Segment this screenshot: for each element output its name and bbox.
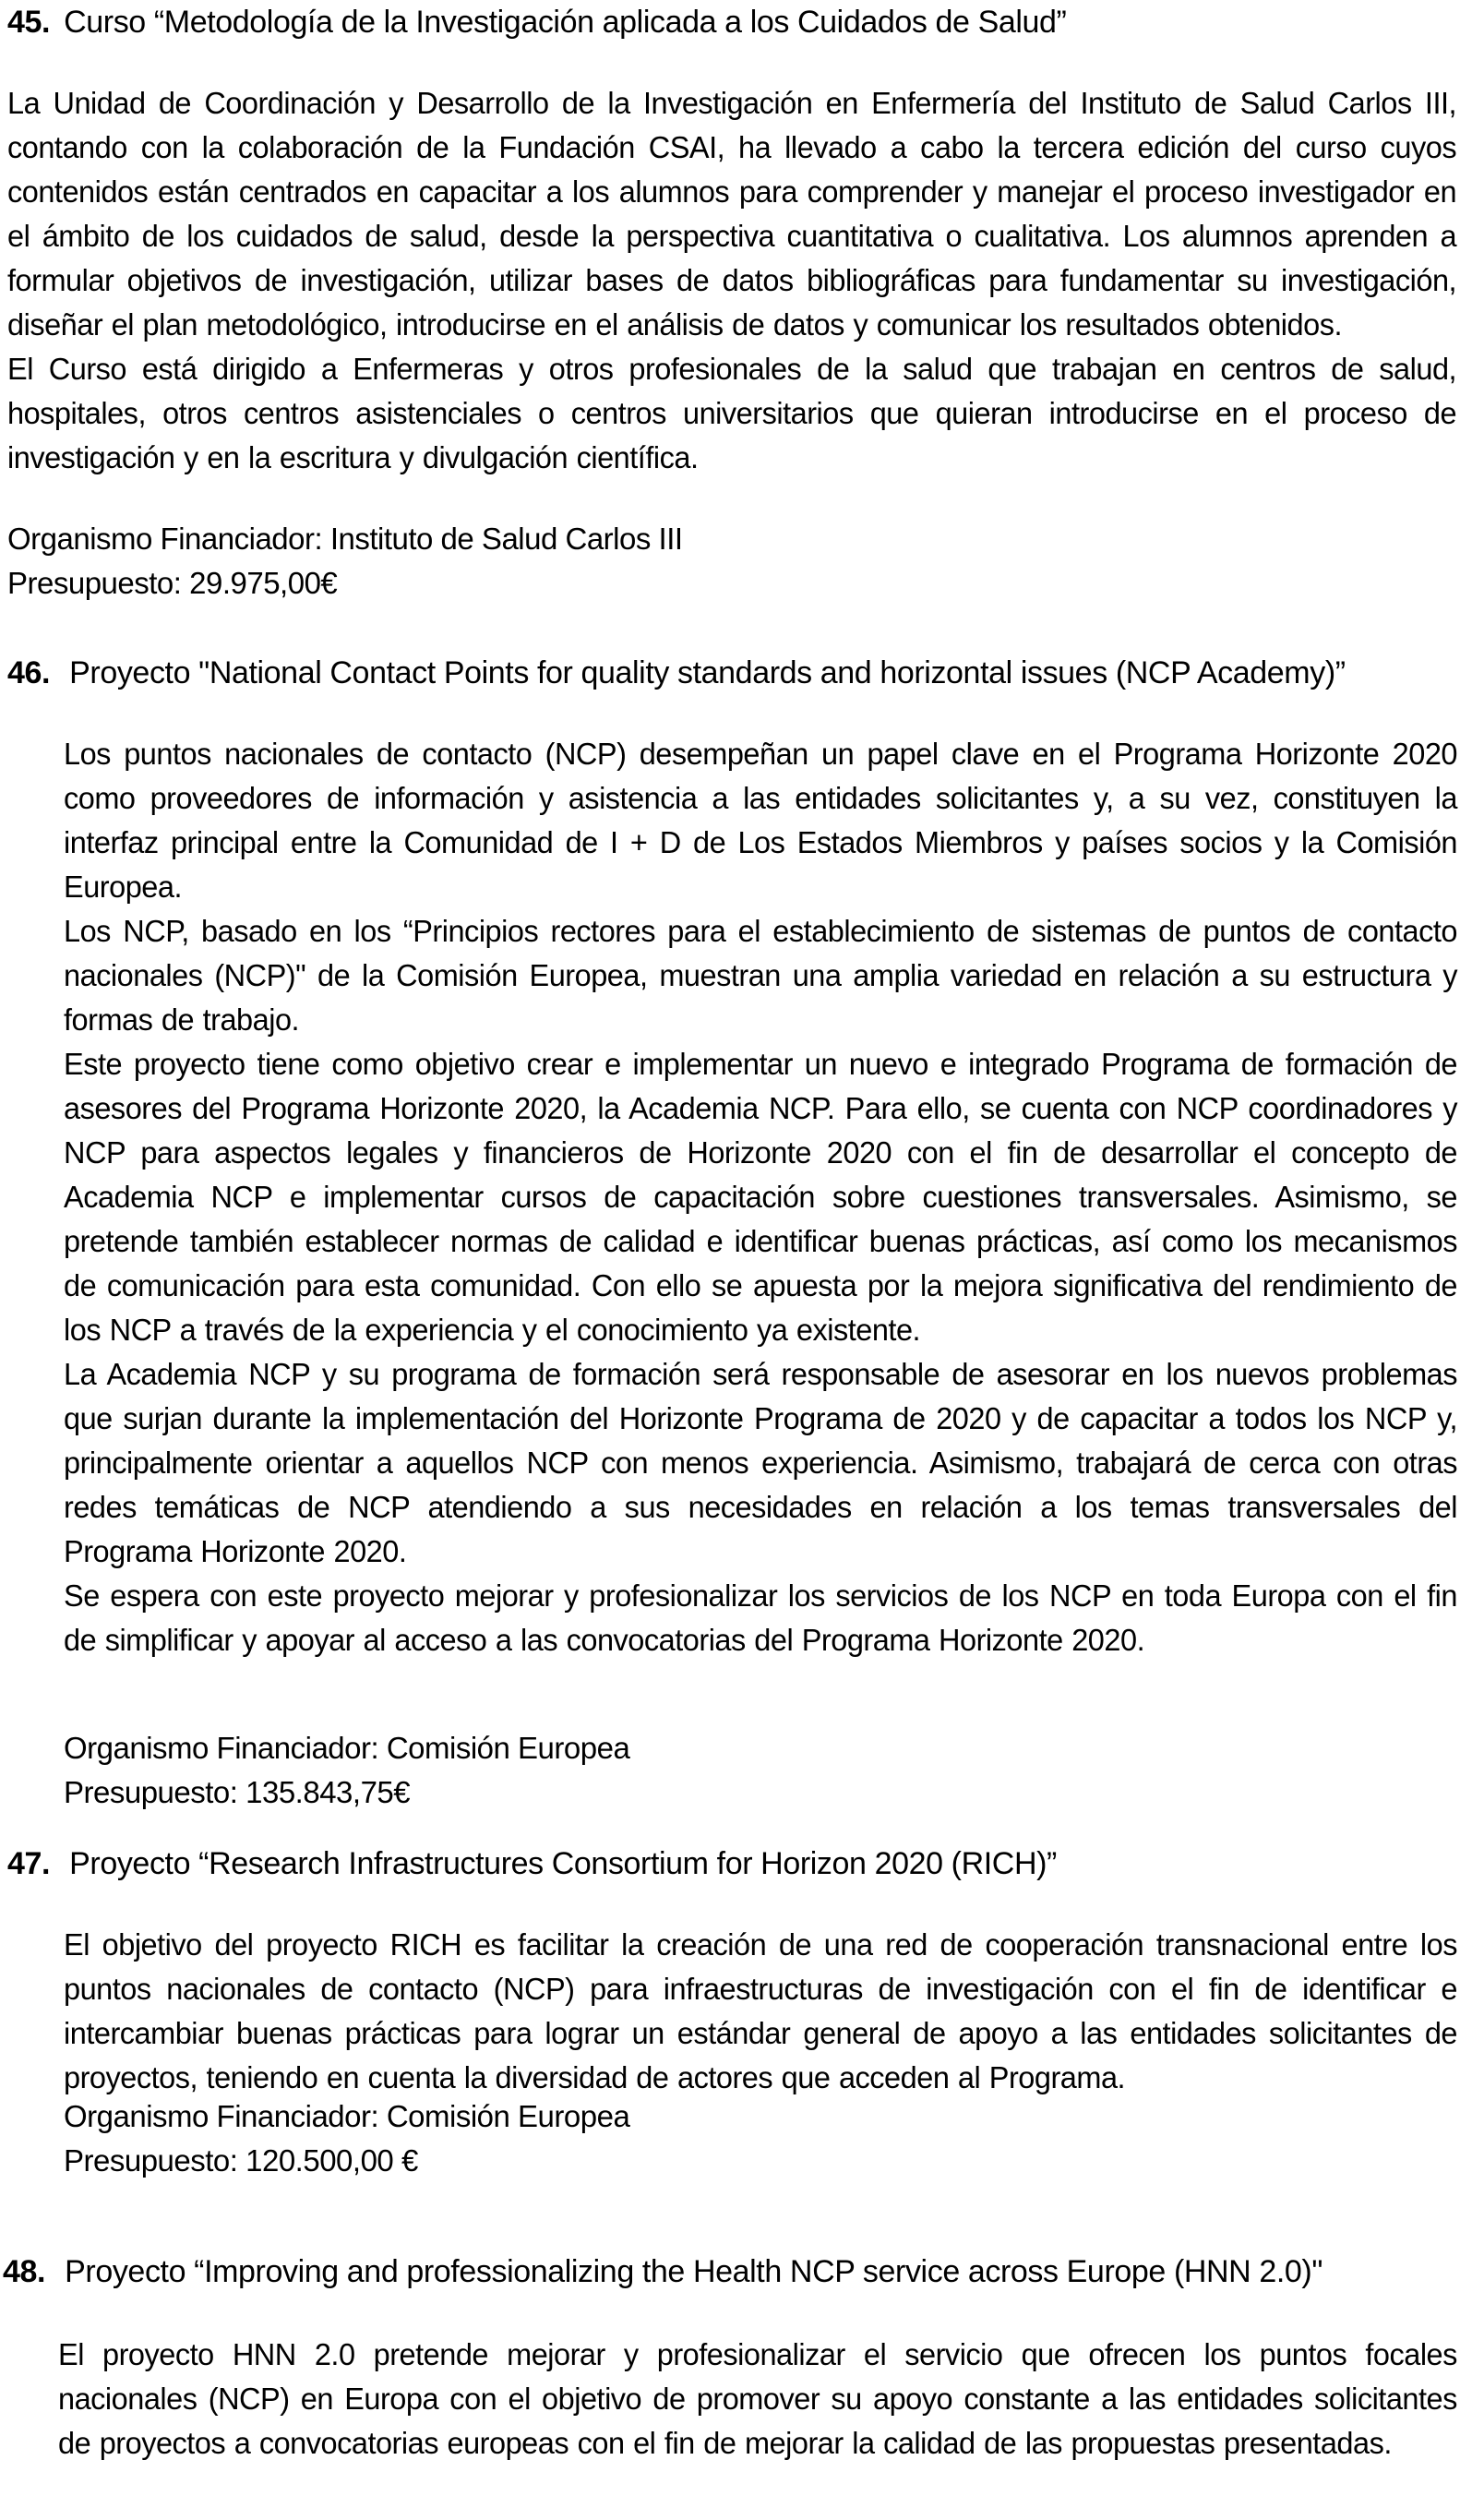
- paragraph: El proyecto HNN 2.0 pretende mejorar y profesionalizar el servicio que ofrecen los puntos focales nacionales (NCP) en Europa con el objetivo de promover su apoyo constante a las entidades solicitantes de proyectos a convocatorias europeas con el fin de mejorar la calidad de las propuestas presentadas.: [58, 2337, 1457, 2460]
- section-heading: [7, 651, 1484, 695]
- section-46: [0, 651, 1484, 1809]
- funder-line: Organismo Financiador: Comisión Europea: [64, 1731, 630, 1765]
- paragraph: El objetivo del proyecto RICH es facilitar la creación de una red de cooperación transnacional entre los puntos nacionales de contacto (NCP) para infraestructuras de investigación con el fin de identificar e intercambiar buenas prácticas para lograr un estándar general de apoyo a las entidades solicitantes de proyectos, teniendo en cuenta la diversidad de actores que acceden al Programa.: [64, 1927, 1458, 2094]
- section-number: 45.: [7, 5, 51, 40]
- paragraph: El Curso está dirigido a Enfermeras y otros profesionales de la salud que trabajan en centros de salud, hospitales, otros centros asistenciales o centros universitarios que quieran introducirse en el proceso de investigación y en la escritura y divulgación científica.: [7, 352, 1457, 474]
- budget-line: Presupuesto: 29.975,00€: [7, 566, 338, 600]
- paragraph: Los NCP, basado en los “Principios rectores para el establecimiento de sistemas de puntos de contacto nacionales (NCP)" de la Comisión Europea, muestran una amplia variedad en relación a su estructura y formas de trabajo.: [64, 914, 1458, 1037]
- paragraph: Los puntos nacionales de contacto (NCP) desempeñan un papel clave en el Programa Horizonte 2020 como proveedores de información y asistencia a las entidades solicitantes y, a su vez, constituyen la interfaz principal entre la Comunidad de I + D de Los Estados Miembros y países socios y la Comisión Europea.: [64, 737, 1458, 904]
- section-number: 46.: [7, 655, 51, 690]
- section-heading: [3, 2250, 1484, 2294]
- section-number: 47.: [7, 1846, 51, 1881]
- budget-line: Presupuesto: 120.500,00 €: [64, 2143, 418, 2178]
- section-title: Proyecto "National Contact Points for quality standards and horizontal issues (NCP Academy)”: [69, 655, 1346, 690]
- paragraph: La Academia NCP y su programa de formación será responsable de asesorar en los nuevos problemas que surjan durante la implementación del Horizonte Programa de 2020 y de capacitar a todos los NCP y, principalmente orientar a aquellos NCP con menos experiencia. Asimismo, trabajará de cerca con otras redes temáticas de NCP atendiendo a sus necesidades en relación a los temas transversales del Programa Horizonte 2020.: [64, 1357, 1458, 1568]
- section-number: 48.: [3, 2254, 46, 2289]
- section-48: [0, 2250, 1484, 2460]
- section-heading: [7, 0, 1484, 44]
- funder-line: Organismo Financiador: Instituto de Salud Carlos III: [7, 522, 683, 556]
- section-title: Curso “Metodología de la Investigación aplicada a los Cuidados de Salud”: [64, 5, 1067, 40]
- funding-info: [64, 2094, 629, 2183]
- section-heading: [7, 1842, 1484, 1886]
- section-body: [64, 1923, 1457, 2100]
- section-45: [0, 0, 1484, 600]
- section-47: [0, 1842, 1484, 2178]
- paragraph: Se espera con este proyecto mejorar y profesionalizar los servicios de los NCP en toda Europa con el fin de simplificar y apoyar al acceso a las convocatorias del Programa Horizonte 2020.: [64, 1578, 1458, 1657]
- section-body: [58, 2333, 1457, 2466]
- section-title: Proyecto “Improving and professionalizing the Health NCP service across Europe (HNN 2.0)": [65, 2254, 1323, 2289]
- funding-info: [7, 517, 683, 606]
- funder-line: Organismo Financiador: Comisión Europea: [64, 2099, 630, 2133]
- section-title: Proyecto “Research Infrastructures Consortium for Horizon 2020 (RICH)”: [69, 1846, 1057, 1881]
- paragraph: Este proyecto tiene como objetivo crear e implementar un nuevo e integrado Programa de formación de asesores del Programa Horizonte 2020, la Academia NCP. Para ello, se cuenta con NCP coordinadores y NCP para aspectos legales y financieros de Horizonte 2020 con el fin de desarrollar el concepto de Academia NCP e implementar cursos de capacitación sobre cuestiones transversales. Asimismo, se pretende también establecer normas de calidad e identificar buenas prácticas, así como los mecanismos de comunicación para esta comunidad. Con ello se apuesta por la mejora significativa del rendimiento de los NCP a través de la experiencia y el conocimiento ya existente.: [64, 1047, 1458, 1347]
- paragraph: La Unidad de Coordinación y Desarrollo de la Investigación en Enfermería del Instituto de Salud Carlos III, contando con la colaboración de la Fundación CSAI, ha llevado a cabo la tercera edición del curso cuyos contenidos están centrados en capacitar a los alumnos para comprender y manejar el proceso investigador en el ámbito de los cuidados de salud, desde la perspectiva cuantitativa o cualitativa. Los alumnos aprenden a formular objetivos de investigación, utilizar bases de datos bibliográficas para fundamentar su investigación, diseñar el plan metodológico, introducirse en el análisis de datos y comunicar los resultados obtenidos.: [7, 86, 1457, 342]
- funding-info: [64, 1726, 629, 1815]
- section-body: [7, 81, 1456, 480]
- budget-line: Presupuesto: 135.843,75€: [64, 1775, 411, 1809]
- section-body: [64, 732, 1457, 1662]
